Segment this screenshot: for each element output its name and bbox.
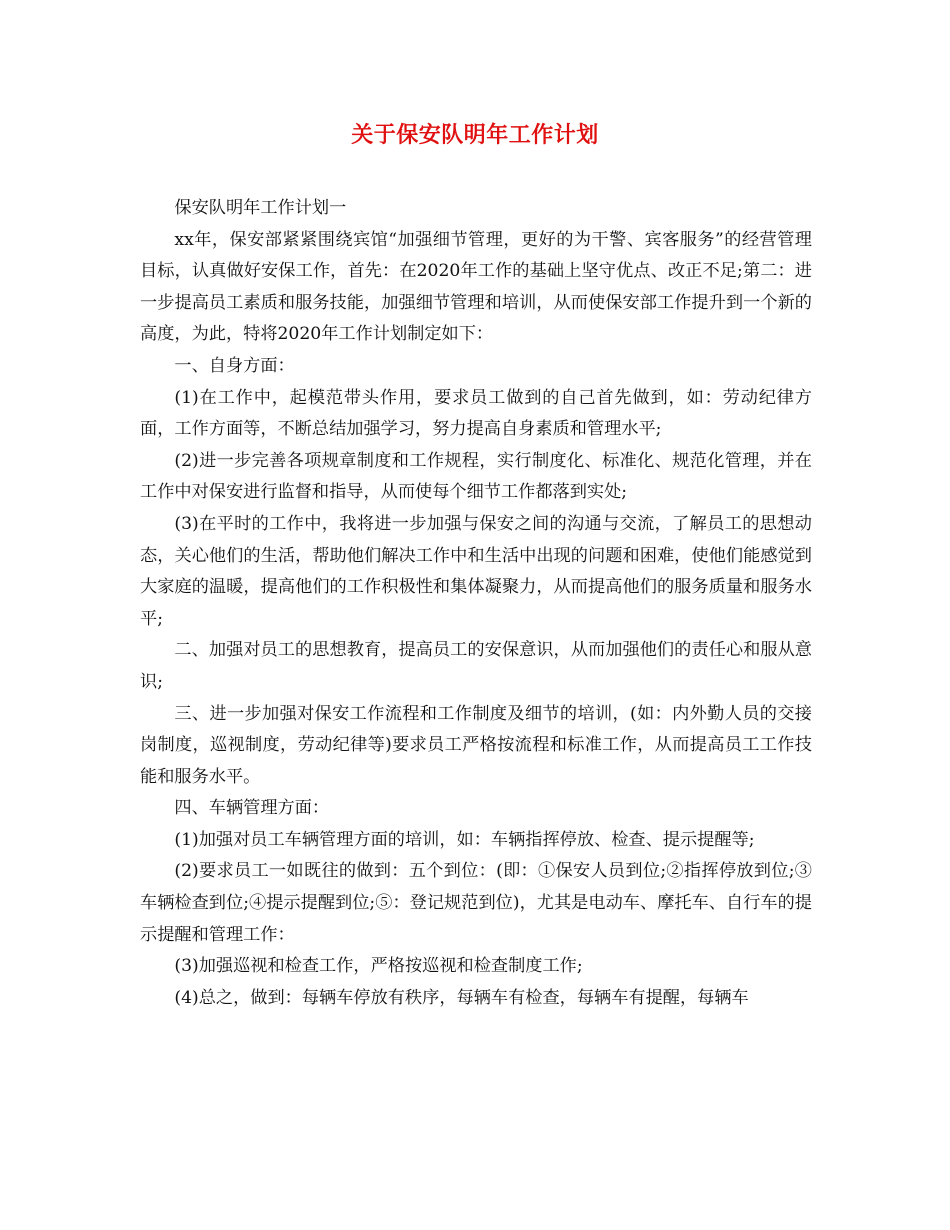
paragraph-item: (3)在平时的工作中，我将进一步加强与保安之间的沟通与交流，了解员工的思想动态，关心他们的生活，帮助他们解决工作中和生活中出现的问题和困难，使他们能感觉到大家庭的温暖，提高他们的工作积极性和集体凝聚力，从而提高他们的服务质量和服务水平; [140,513,812,629]
section-heading-self: 一、自身方面： [174,355,295,376]
paragraph-item: (2)进一步完善各项规章制度和工作规程，实行制度化、标准化、规范化管理，并在工作中对保安进行监督和指导，从而使每个细节工作都落到实处; [140,450,812,503]
paragraph-item: (1)加强对员工车辆管理方面的培训，如：车辆指挥停放、检查、提示提醒等; [174,829,755,850]
section-paragraph-training: 三、进一步加强对保安工作流程和工作制度及细节的培训，(如：内外勤人员的交接岗制度，巡视制度，劳动纪律等)要求员工严格按流程和标准工作，从而提高员工工作技能和服务水平。 [140,703,812,787]
document-title: 关于保安队明年工作计划 [351,122,599,148]
paragraph-item: (1)在工作中，起模范带头作用，要求员工做到的自己首先做到，如：劳动纪律方面，工作方面等，不断总结加强学习，努力提高自身素质和管理水平; [140,387,812,440]
paragraph-item: (4)总之，做到：每辆车停放有秩序，每辆车有检查，每辆车有提醒，每辆车 [174,987,749,1008]
paragraph-item: (2)要求员工一如既往的做到：五个到位：(即：①保安人员到位;②指挥停放到位;③车辆检查到位;④提示提醒到位;⑤：登记规范到位)，尤其是电动车、摩托车、自行车的提示提醒和管理工作： [140,861,812,945]
paragraph-heading: 保安队明年工作计划一 [174,198,347,218]
section-heading-vehicles: 四、车辆管理方面： [174,798,330,819]
paragraph-item: (3)加强巡视和检查工作，严格按巡视和检查制度工作; [174,956,583,977]
section-paragraph-education: 二、加强对员工的思想教育，提高员工的安保意识，从而加强他们的责任心和服从意识; [140,640,812,692]
document-body [140,193,812,1014]
paragraph-intro: xx年，保安部紧紧围绕宾馆“加强细节管理，更好的为干警、宾客服务”的经营管理目标，认真做好安保工作，首先：在2020年工作的基础上坚守优点、改正不足;第二：进一步提高员工素质和服务技能，加强细节管理和培训，从而使保安部工作提升到一个新的高度，为此，特将2020年工作计划制定如下： [140,229,812,345]
